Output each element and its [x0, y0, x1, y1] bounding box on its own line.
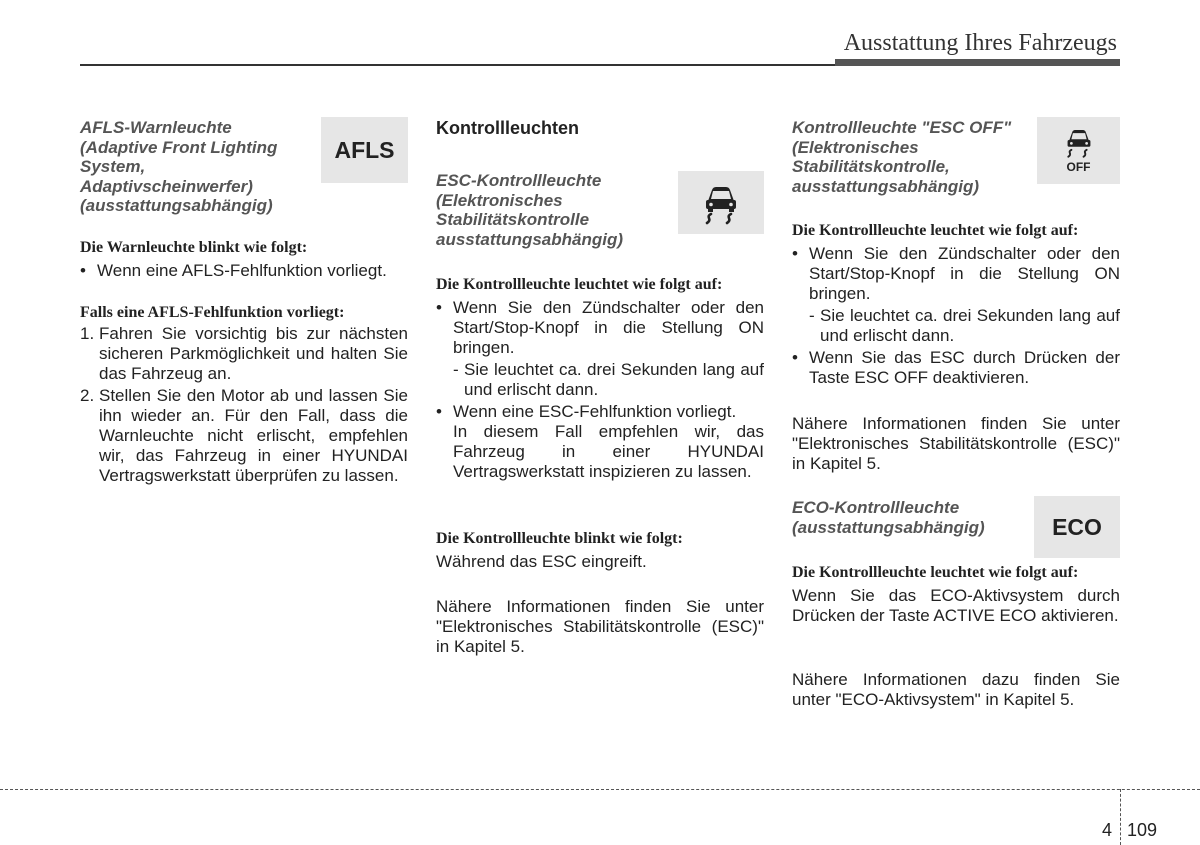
afls-sub-heading-2: Falls eine AFLS-Fehlfunktion vorliegt: — [80, 304, 345, 321]
esc-heading: ESC-Kontrollleuchte (Elektronisches Stabilitätskontrolle ausstattungsabhängig) — [436, 171, 624, 249]
list-item: - Sie leuchtet ca. drei Sekunden lang auf und erlischt dann. — [453, 360, 764, 399]
afls-sub-heading-1: Die Warnleuchte blinkt wie folgt: — [80, 239, 308, 256]
esc-sub-heading-2: Die Kontrollleuchte blinkt wie folgt: — [436, 530, 683, 547]
esc-paragraph-1: Während das ESC eingreift. — [436, 552, 647, 571]
list-item: 1. Fahren Sie vorsichtig bis zur nächsten sicheren Parkmöglichkeit und halten Sie das Fahrzeug an. — [80, 324, 408, 383]
section-title: Kontrollleuchten — [436, 118, 579, 138]
esc-bullet-list — [436, 298, 764, 482]
afls-steps-list — [80, 324, 408, 486]
esc-off-indicator-icon — [1037, 117, 1120, 184]
esc-paragraph-2: Nähere Informationen finden Sie unter "Elektronisches Stabilitätskontrolle (ESC)" in Kapitel 5. — [436, 597, 764, 656]
eco-paragraph-1: Wenn Sie das ECO-Aktivsystem durch Drücken der Taste ACTIVE ECO aktivieren. — [792, 586, 1120, 625]
eco-icon-label: ECO — [1052, 513, 1102, 540]
esc-indicator-icon — [678, 171, 764, 234]
esc-sub-heading-1: Die Kontrollleuchte leuchtet wie folgt auf: — [436, 276, 723, 293]
esc-off-paragraph: Nähere Informationen finden Sie unter "Elektronisches Stabilitätskontrolle (ESC)" in Kapitel 5. — [792, 414, 1120, 473]
list-item: • Wenn Sie den Zündschalter oder den Start/Stop-Knopf in die Stellung ON bringen. — [436, 298, 764, 357]
page-header-title: Ausstattung Ihres Fahrzeugs — [843, 30, 1117, 56]
footer-dashed-rule — [0, 789, 1200, 790]
header-accent-bar — [835, 59, 1120, 66]
esc-off-bullet-list — [792, 244, 1120, 388]
eco-paragraph-2: Nähere Informationen dazu finden Sie unter "ECO-Aktivsystem" in Kapitel 5. — [792, 670, 1120, 709]
list-item: • Wenn Sie das ESC durch Drücken der Taste ESC OFF deaktivieren. — [792, 348, 1120, 387]
afls-indicator-icon — [321, 117, 408, 183]
page-number: 109 — [1127, 820, 1158, 840]
chapter-number: 4 — [1102, 820, 1113, 840]
esc-off-heading: Kontrollleuchte "ESC OFF" (Elektronisches Stabilitätskontrolle, ausstattungsabhängig) — [792, 118, 1012, 196]
afls-bullet-list — [80, 261, 408, 281]
list-item: • Wenn eine ESC-Fehlfunktion vorliegt. In diesem Fall empfehlen wir, das Fahrzeug in einer HYUNDAI Vertragswerkstatt inspizieren zu lassen. — [436, 402, 764, 481]
esc-off-icon-label: OFF — [1066, 160, 1091, 174]
esc-off-sub-heading: Die Kontrollleuchte leuchtet wie folgt auf: — [792, 222, 1079, 239]
esc-skid-icon — [1062, 127, 1096, 159]
afls-icon-label: AFLS — [334, 136, 395, 163]
eco-sub-heading: Die Kontrollleuchte leuchtet wie folgt auf: — [792, 564, 1079, 581]
eco-indicator-icon — [1034, 496, 1120, 558]
afls-heading: AFLS-Warnleuchte (Adaptive Front Lighting System, Adaptivscheinwerfer) (ausstattungsabhängig) — [80, 118, 278, 215]
eco-heading: ECO-Kontrollleuchte (ausstattungsabhängig) — [792, 498, 985, 537]
list-item: • Wenn eine AFLS-Fehlfunktion vorliegt. — [80, 261, 387, 280]
list-item: - Sie leuchtet ca. drei Sekunden lang auf und erlischt dann. — [809, 306, 1120, 345]
footer-dashed-divider — [1120, 789, 1121, 845]
list-item: • Wenn Sie den Zündschalter oder den Start/Stop-Knopf in die Stellung ON bringen. — [792, 244, 1120, 303]
list-item: 2. Stellen Sie den Motor ab und lassen Sie ihn wieder an. Für den Fall, dass die Warnleuchte nicht erlischt, empfehlen wir, das Fahrzeug in einer HYUNDAI Vertragswerkstatt überprüfen zu lassen. — [80, 386, 408, 485]
esc-skid-icon — [699, 181, 743, 225]
